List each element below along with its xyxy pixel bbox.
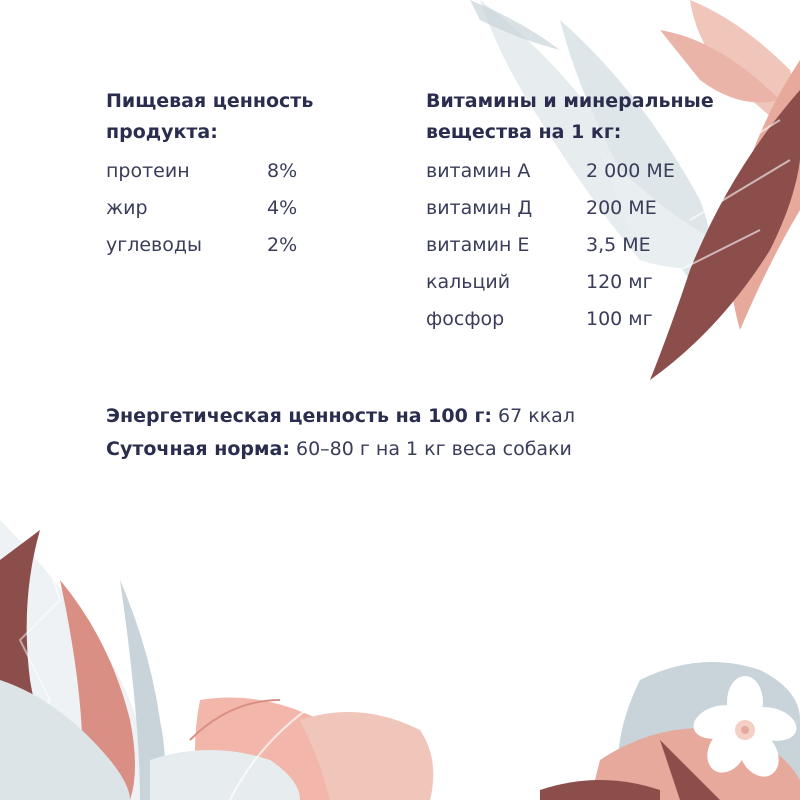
mineral-row-calcium <box>426 263 675 300</box>
nutrition-heading-line2: продукта: <box>106 121 218 143</box>
vitamin-row-e <box>426 226 675 263</box>
energy-value: 67 ккал <box>491 405 575 427</box>
vitamins-heading <box>426 86 714 148</box>
vitamin-label: витамин Д <box>426 196 533 219</box>
nutrition-heading-line1: Пищевая ценность <box>106 90 314 112</box>
vitamin-value: 3,5 МЕ <box>586 233 651 256</box>
daily-norm-value: 60–80 г на 1 кг веса собаки <box>289 438 572 460</box>
daily-norm-line <box>106 438 572 460</box>
vitamins-heading-line1: Витамины и минеральные <box>426 90 714 112</box>
nutrition-label: жир <box>106 196 148 219</box>
nutrition-label: углеводы <box>106 233 203 256</box>
vitamin-value: 120 мг <box>586 270 653 293</box>
vitamin-label: витамин Е <box>426 233 530 256</box>
nutrition-list <box>106 152 297 263</box>
energy-label: Энергетическая ценность на 100 г: <box>106 405 492 427</box>
vitamin-value: 200 МЕ <box>586 196 657 219</box>
vitamin-value: 100 мг <box>586 307 653 330</box>
nutrition-row-carbs <box>106 226 297 263</box>
daily-norm-label: Суточная норма: <box>106 438 290 460</box>
nutrition-label: протеин <box>106 159 190 182</box>
vitamin-label: витамин А <box>426 159 531 182</box>
vitamin-row-d <box>426 189 675 226</box>
mineral-row-phosphorus <box>426 300 675 337</box>
vitamin-value: 2 000 МЕ <box>586 159 675 182</box>
nutrition-value: 4% <box>267 196 298 219</box>
vitamin-row-a <box>426 152 675 189</box>
vitamin-label: фосфор <box>426 307 505 330</box>
nutrition-row-fat <box>106 189 297 226</box>
nutrition-value: 2% <box>267 233 298 256</box>
nutrition-row-protein <box>106 152 297 189</box>
vitamins-list <box>426 152 675 337</box>
vitamin-label: кальций <box>426 270 511 293</box>
vitamins-heading-line2: вещества на 1 кг: <box>426 121 622 143</box>
nutrition-heading <box>106 86 313 148</box>
nutrition-value: 8% <box>267 159 298 182</box>
energy-value-line <box>106 405 575 427</box>
